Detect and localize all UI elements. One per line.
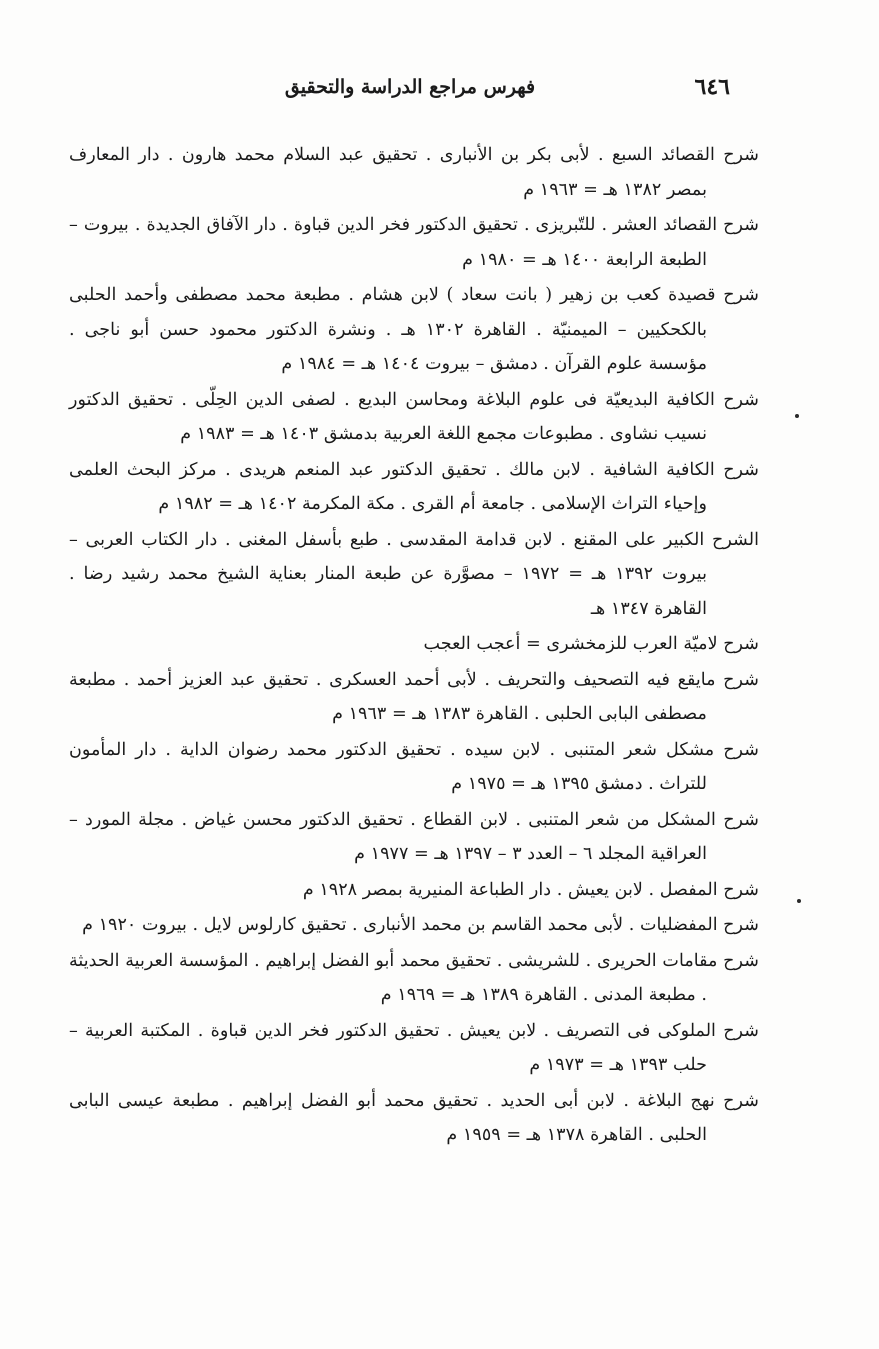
running-title: فهرس مراجع الدراسة والتحقيق bbox=[284, 76, 536, 98]
page-header bbox=[60, 74, 760, 108]
bibliography-entry: شرح القصائد العشر . للتّبريزى . تحقيق الدكتور فخر الدين قباوة . دار الآفاق الجديدة . بيروت – الطبعة الرابعة ١٤٠٠ هـ = ١٩٨٠ م bbox=[69, 215, 759, 270]
bibliography-entry: شرح القصائد السبع . لأبى بكر بن الأنبارى . تحقيق عبد السلام محمد هارون . دار المعارف بمصر ١٣٨٢ هـ = ١٩٦٣ م bbox=[69, 145, 759, 200]
bibliography-entry: شرح الملوكى فى التصريف . لابن يعيش . تحقيق الدكتور فخر الدين قباوة . المكتبة العربية – حلب ١٣٩٣ هـ = ١٩٧٣ م bbox=[69, 1020, 759, 1075]
page-number: ٦٤٦ bbox=[694, 74, 730, 100]
margin-dot bbox=[795, 414, 799, 418]
bibliography-entry: شرح مقامات الحريرى . للشريشى . تحقيق محمد أبو الفضل إبراهيم . المؤسسة العربية الحديثة . مطبعة المدنى . القاهرة ١٣٨٩ هـ = ١٩٦٩ م bbox=[69, 950, 759, 1005]
bibliography-entry: شرح المشكل من شعر المتنبى . لابن القطاع . تحقيق الدكتور محسن غياض . مجلة المورد – العراقية المجلد ٦ – العدد ٣ – ١٣٩٧ هـ = ١٩٧٧ م bbox=[69, 809, 759, 864]
bibliography-entry: شرح لاميّة العرب للزمخشرى = أعجب العجب bbox=[423, 634, 759, 654]
bibliography-entry: شرح المفصل . لابن يعيش . دار الطباعة المنيرية بمصر ١٩٢٨ م bbox=[302, 879, 759, 900]
bibliography-entry: الشرح الكبير على المقنع . لابن قدامة المقدسى . طبع بأسفل المغنى . دار الكتاب العربى – بيروت ١٣٩٢ هـ = ١٩٧٢ – مصوَّرة عن طبعة المنار بعناية الشيخ محمد رشيد رضا . القاهرة ١٣٤٧ هـ bbox=[69, 529, 759, 619]
bibliography-entry: شرح الكافية البديعيّة فى علوم البلاغة ومحاسن البديع . لصفى الدين الحِلّى . تحقيق الدكتور نسيب نشاوى . مطبوعات مجمع اللغة العربية بدمشق ١٤٠٣ هـ = ١٩٨٣ م bbox=[69, 389, 759, 444]
bibliography-entry: شرح الكافية الشافية . لابن مالك . تحقيق الدكتور عبد المنعم هريدى . مركز البحث العلمى وإحياء التراث الإسلامى . جامعة أم القرى . مكة المكرمة ١٤٠٢ هـ = ١٩٨٢ م bbox=[69, 459, 759, 514]
bibliography-entry: شرح قصيدة كعب بن زهير ( بانت سعاد ) لابن هشام . مطبعة محمد مصطفى وأحمد الحلبى بالكحكيين – الميمنيّة . القاهرة ١٣٠٢ هـ . ونشرة الدكتور محمود حسن أبو ناجى . مؤسسة علوم القرآن . دمشق – بيروت ١٤٠٤ هـ = ١٩٨٤ م bbox=[69, 285, 759, 374]
margin-dot bbox=[797, 899, 801, 903]
bibliography-entry: شرح المفضليات . لأبى محمد القاسم بن محمد الأنبارى . تحقيق كارلوس لايل . بيروت ١٩٢٠ م bbox=[82, 915, 759, 935]
bibliography-entry: شرح مشكل شعر المتنبى . لابن سيده . تحقيق الدكتور محمد رضوان الداية . دار المأمون للتراث . دمشق ١٣٩٥ هـ = ١٩٧٥ م bbox=[69, 739, 759, 794]
bibliography-list bbox=[69, 138, 759, 1154]
bibliography-entry: شرح مايقع فيه التصحيف والتحريف . لأبى أحمد العسكرى . تحقيق عبد العزيز أحمد . مطبعة مصطفى البابى الحلبى . القاهرة ١٣٨٣ هـ = ١٩٦٣ م bbox=[69, 669, 759, 724]
bibliography-entry: شرح نهج البلاغة . لابن أبى الحديد . تحقيق محمد أبو الفضل إبراهيم . مطبعة عيسى البابى الحلبى . القاهرة ١٣٧٨ هـ = ١٩٥٩ م bbox=[69, 1090, 759, 1145]
